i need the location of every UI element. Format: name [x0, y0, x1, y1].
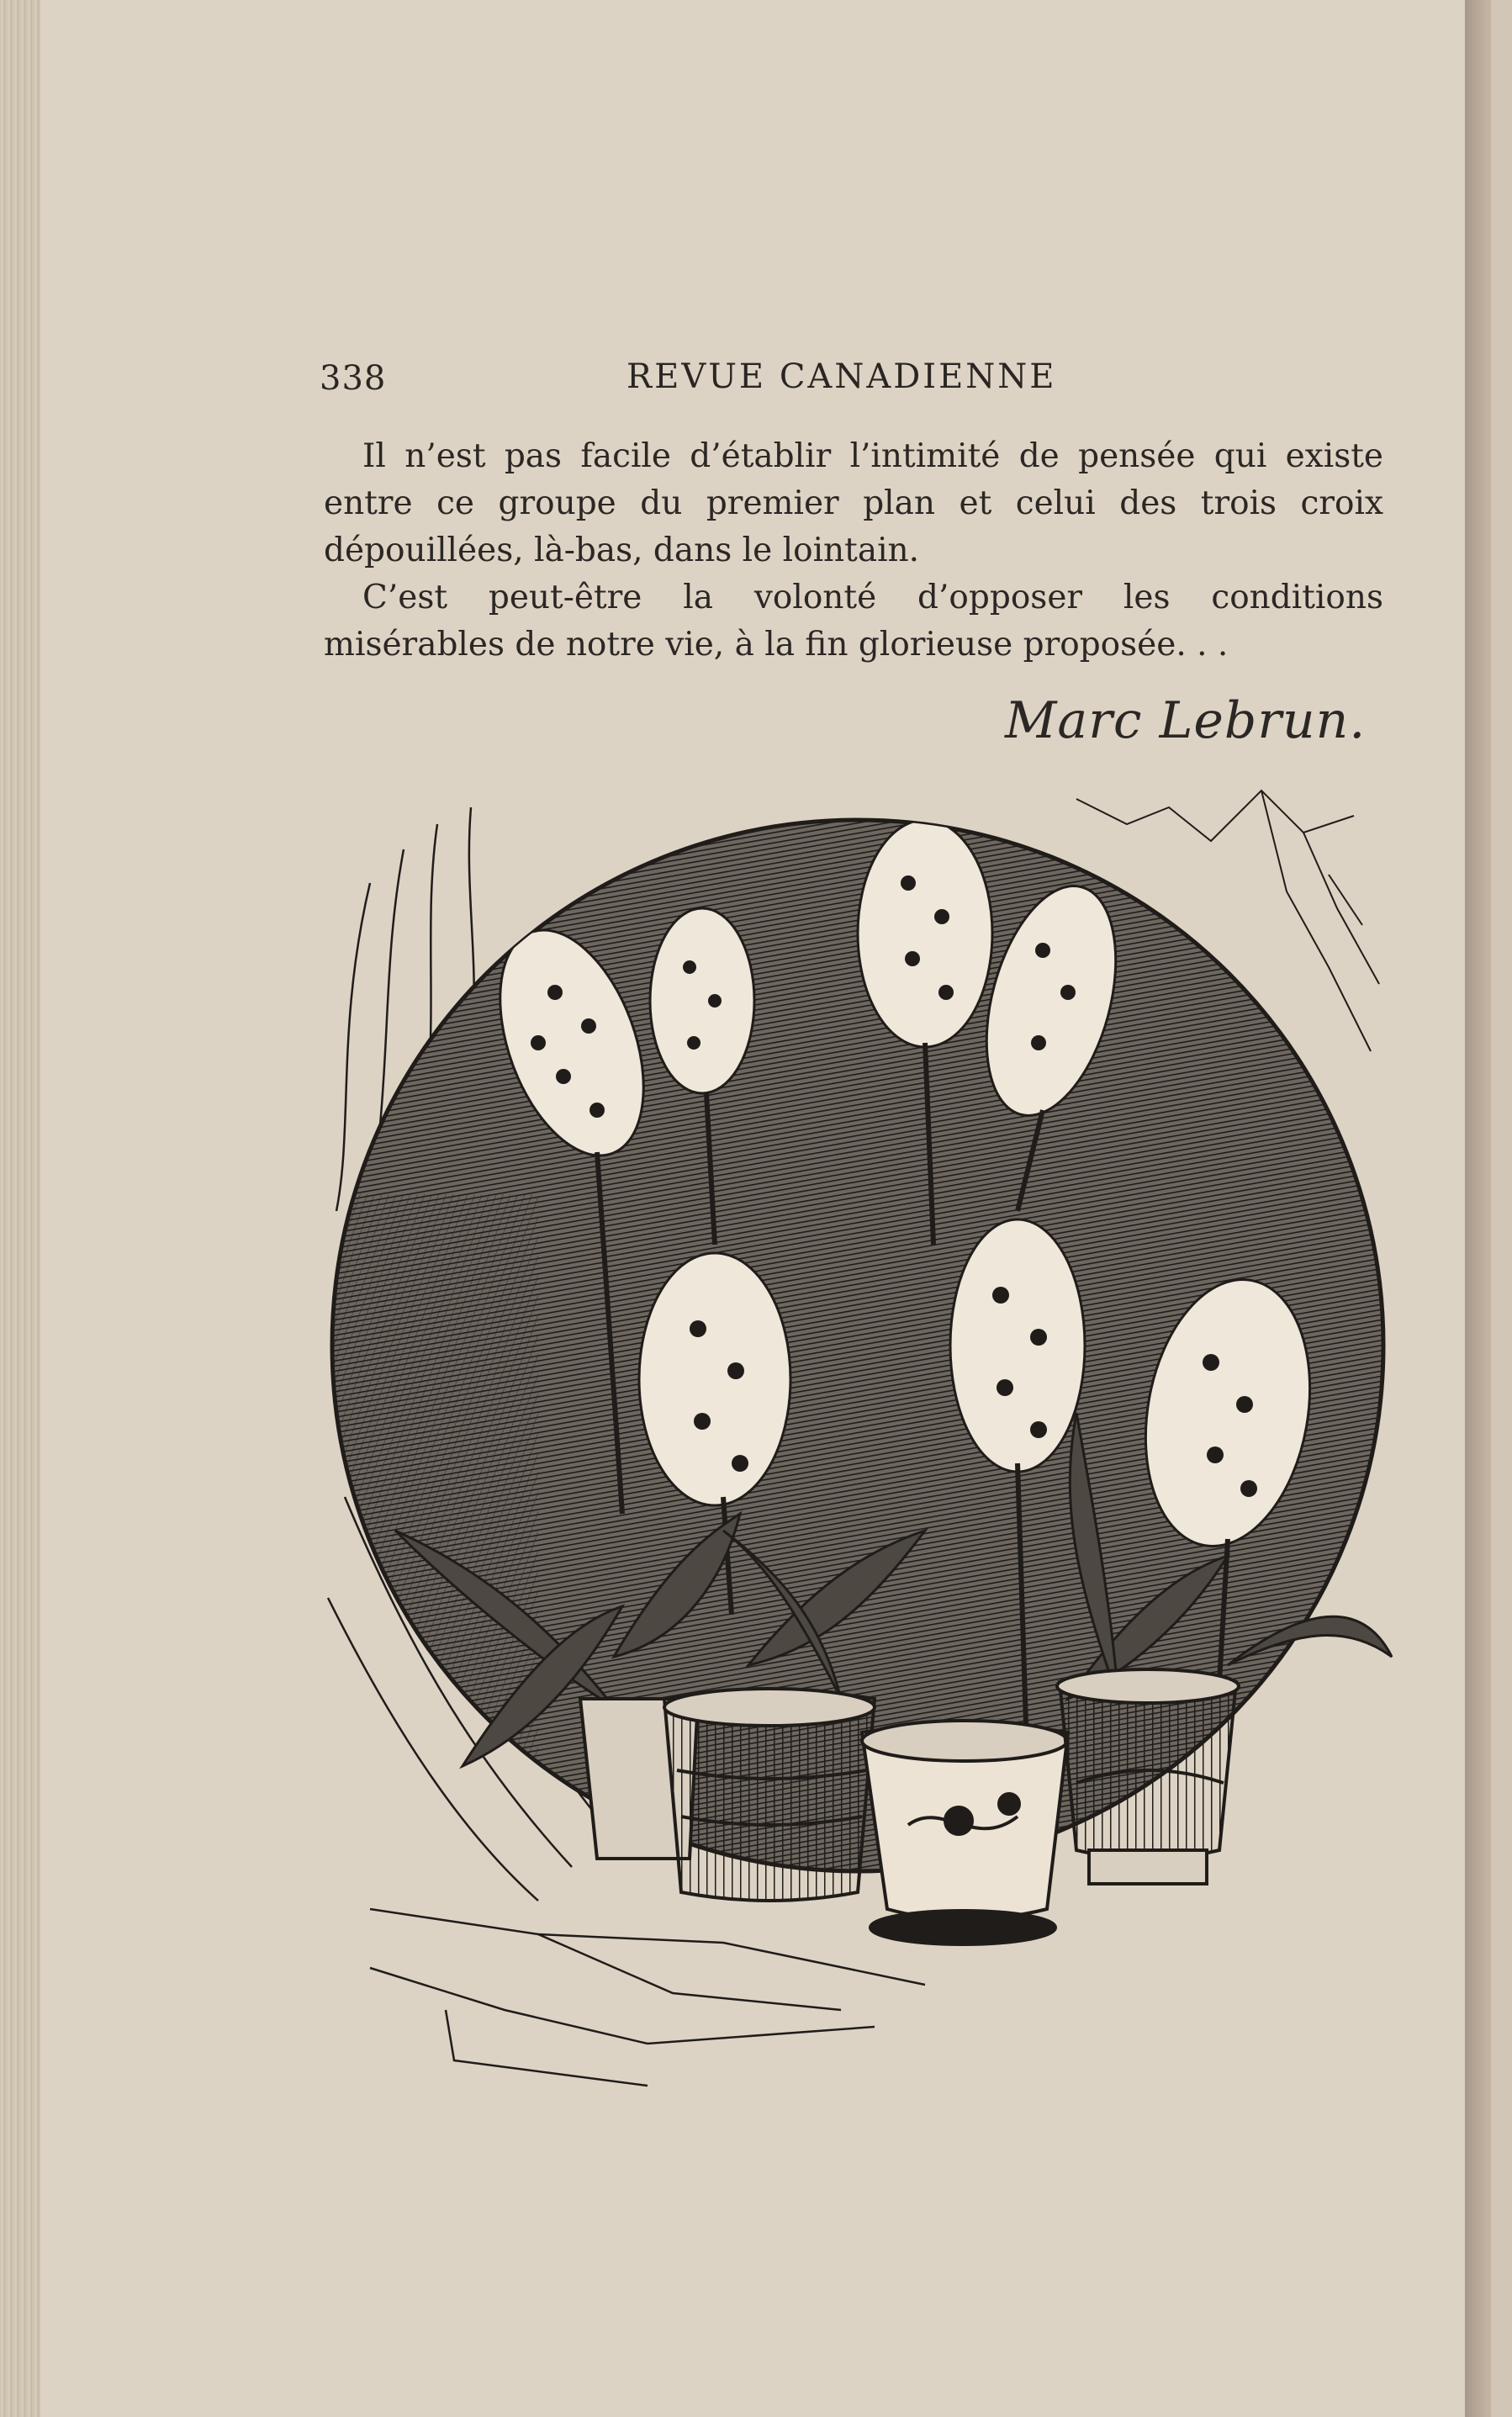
body-text — [324, 433, 1383, 669]
tablecloth — [370, 1909, 925, 2086]
page-number: 338 — [320, 359, 387, 398]
gutter-shadow — [1465, 0, 1488, 2417]
author-signature: Marc Lebrun. — [1005, 691, 1367, 750]
page-stack-edges — [0, 0, 42, 2417]
hyacinth-engraving — [320, 774, 1404, 2161]
journal-title: REVUE CANADIENNE — [626, 357, 1057, 396]
paragraph: Il n’est pas facile d’établir l’intimité de pensée qui existe entre ce groupe du premier plan et celui des trois croix dépouillées, là-bas, dans le lointain. — [324, 437, 1383, 569]
running-head — [320, 357, 1383, 408]
paragraph: C’est peut-être la volonté d’opposer les conditions misérables de notre vie, à la fin glorieuse proposée. . . — [324, 579, 1383, 664]
